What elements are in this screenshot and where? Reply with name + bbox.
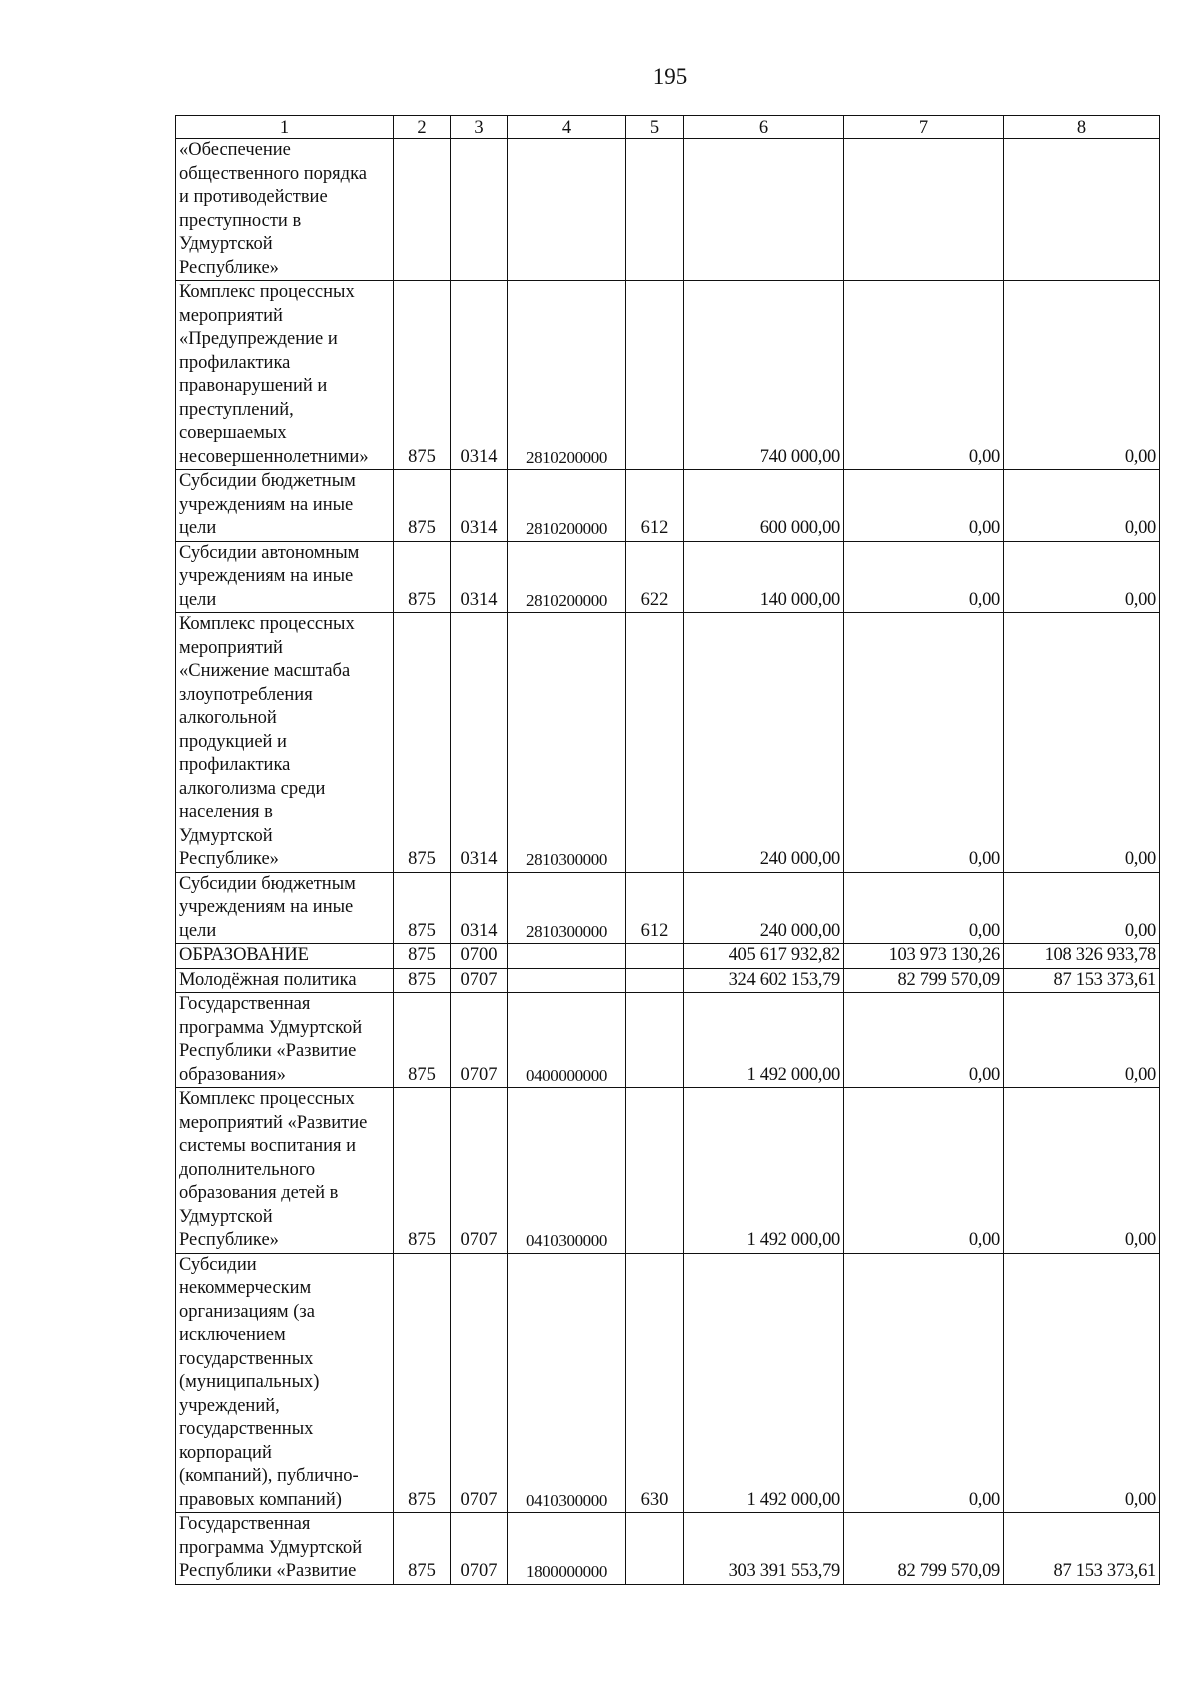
row-name: ОБРАЗОВАНИЕ (176, 944, 394, 969)
cell-col-2: 875 (394, 1088, 451, 1254)
cell-col-8: 0,00 (1004, 993, 1160, 1088)
cell-col-8: 0,00 (1004, 541, 1160, 613)
cell-col-5 (626, 993, 684, 1088)
cell-col-3: 0707 (451, 993, 508, 1088)
column-header-3: 3 (451, 116, 508, 139)
cell-col-6: 303 391 553,79 (684, 1513, 844, 1585)
cell-col-8: 0,00 (1004, 872, 1160, 944)
cell-col-3: 0707 (451, 968, 508, 993)
table-row (176, 281, 1160, 470)
table-row (176, 613, 1160, 873)
column-header-2: 2 (394, 116, 451, 139)
cell-col-5: 622 (626, 541, 684, 613)
table-row (176, 968, 1160, 993)
cell-col-2: 875 (394, 872, 451, 944)
cell-col-2: 875 (394, 470, 451, 542)
cell-col-2: 875 (394, 1513, 451, 1585)
cell-col-7: 0,00 (844, 613, 1004, 873)
row-name: Субсидии некоммерческим организациям (за исключением государственных (муниципальных) учреждений, государственных корпораций (компаний), публично- правовых компаний) (176, 1253, 394, 1513)
table-header-row (176, 116, 1160, 139)
cell-col-6: 600 000,00 (684, 470, 844, 542)
row-name: Комплекс процессных мероприятий «Снижение масштаба злоупотребления алкогольной продукцией и профилактика алкоголизма среди населения в Удмуртской Республике» (176, 613, 394, 873)
page-number: 195 (652, 64, 688, 89)
row-name: Субсидии бюджетным учреждениям на иные цели (176, 872, 394, 944)
cell-col-4 (508, 968, 626, 993)
cell-col-8: 87 153 373,61 (1004, 968, 1160, 993)
cell-col-2: 875 (394, 968, 451, 993)
cell-col-3: 0707 (451, 1253, 508, 1513)
cell-col-6 (684, 139, 844, 281)
cell-col-6: 324 602 153,79 (684, 968, 844, 993)
cell-col-3 (451, 139, 508, 281)
cell-col-3: 0707 (451, 1088, 508, 1254)
cell-col-8: 0,00 (1004, 281, 1160, 470)
cell-col-2: 875 (394, 613, 451, 873)
cell-col-4: 2810300000 (508, 872, 626, 944)
cell-col-5: 612 (626, 872, 684, 944)
table-row (176, 470, 1160, 542)
cell-col-2: 875 (394, 993, 451, 1088)
cell-col-6: 240 000,00 (684, 613, 844, 873)
cell-col-5 (626, 944, 684, 969)
cell-col-4 (508, 944, 626, 969)
cell-col-3: 0700 (451, 944, 508, 969)
row-name: Комплекс процессных мероприятий «Предупреждение и профилактика правонарушений и преступлений, совершаемых несовершеннолетними» (176, 281, 394, 470)
cell-col-5: 612 (626, 470, 684, 542)
cell-col-7: 82 799 570,09 (844, 968, 1004, 993)
cell-col-4: 1800000000 (508, 1513, 626, 1585)
cell-col-6: 1 492 000,00 (684, 1253, 844, 1513)
cell-col-7: 0,00 (844, 1253, 1004, 1513)
cell-col-8: 87 153 373,61 (1004, 1513, 1160, 1585)
cell-col-7: 0,00 (844, 872, 1004, 944)
column-header-6: 6 (684, 116, 844, 139)
cell-col-8 (1004, 139, 1160, 281)
table-row (176, 1088, 1160, 1254)
row-name: «Обеспечение общественного порядка и противодействие преступности в Удмуртской Республике» (176, 139, 394, 281)
cell-col-3: 0314 (451, 470, 508, 542)
column-header-1: 1 (176, 116, 394, 139)
cell-col-7: 103 973 130,26 (844, 944, 1004, 969)
cell-col-8: 0,00 (1004, 1253, 1160, 1513)
cell-col-8: 0,00 (1004, 470, 1160, 542)
column-header-5: 5 (626, 116, 684, 139)
cell-col-6: 740 000,00 (684, 281, 844, 470)
cell-col-3: 0707 (451, 1513, 508, 1585)
cell-col-4 (508, 139, 626, 281)
cell-col-2: 875 (394, 944, 451, 969)
table-row (176, 872, 1160, 944)
column-header-7: 7 (844, 116, 1004, 139)
cell-col-5 (626, 1088, 684, 1254)
row-name: Государственная программа Удмуртской Республики «Развитие (176, 1513, 394, 1585)
cell-col-7: 0,00 (844, 470, 1004, 542)
cell-col-6: 1 492 000,00 (684, 1088, 844, 1254)
cell-col-6: 240 000,00 (684, 872, 844, 944)
cell-col-5 (626, 968, 684, 993)
cell-col-2 (394, 139, 451, 281)
cell-col-7: 0,00 (844, 281, 1004, 470)
cell-col-4: 2810300000 (508, 613, 626, 873)
cell-col-4: 2810200000 (508, 281, 626, 470)
row-name: Молодёжная политика (176, 968, 394, 993)
cell-col-4: 0410300000 (508, 1088, 626, 1254)
cell-col-8: 0,00 (1004, 1088, 1160, 1254)
column-header-4: 4 (508, 116, 626, 139)
row-name: Государственная программа Удмуртской Республики «Развитие образования» (176, 993, 394, 1088)
cell-col-8: 0,00 (1004, 613, 1160, 873)
cell-col-4: 0410300000 (508, 1253, 626, 1513)
cell-col-2: 875 (394, 1253, 451, 1513)
cell-col-4: 0400000000 (508, 993, 626, 1088)
row-name: Комплекс процессных мероприятий «Развитие системы воспитания и дополнительного образования детей в Удмуртской Республике» (176, 1088, 394, 1254)
cell-col-5 (626, 613, 684, 873)
cell-col-7: 82 799 570,09 (844, 1513, 1004, 1585)
table-row (176, 1253, 1160, 1513)
cell-col-2: 875 (394, 541, 451, 613)
table-row (176, 541, 1160, 613)
cell-col-5 (626, 139, 684, 281)
cell-col-7 (844, 139, 1004, 281)
cell-col-3: 0314 (451, 281, 508, 470)
cell-col-4: 2810200000 (508, 470, 626, 542)
cell-col-2: 875 (394, 281, 451, 470)
cell-col-5: 630 (626, 1253, 684, 1513)
cell-col-5 (626, 281, 684, 470)
cell-col-3: 0314 (451, 613, 508, 873)
row-name: Субсидии бюджетным учреждениям на иные цели (176, 470, 394, 542)
budget-table (175, 115, 1160, 1585)
cell-col-7: 0,00 (844, 1088, 1004, 1254)
table-row (176, 993, 1160, 1088)
table-row (176, 944, 1160, 969)
cell-col-7: 0,00 (844, 541, 1004, 613)
table-row (176, 1513, 1160, 1585)
cell-col-6: 1 492 000,00 (684, 993, 844, 1088)
cell-col-6: 405 617 932,82 (684, 944, 844, 969)
row-name: Субсидии автономным учреждениям на иные цели (176, 541, 394, 613)
cell-col-3: 0314 (451, 872, 508, 944)
cell-col-3: 0314 (451, 541, 508, 613)
cell-col-4: 2810200000 (508, 541, 626, 613)
cell-col-5 (626, 1513, 684, 1585)
cell-col-7: 0,00 (844, 993, 1004, 1088)
table-row (176, 139, 1160, 281)
cell-col-8: 108 326 933,78 (1004, 944, 1160, 969)
column-header-8: 8 (1004, 116, 1160, 139)
cell-col-6: 140 000,00 (684, 541, 844, 613)
